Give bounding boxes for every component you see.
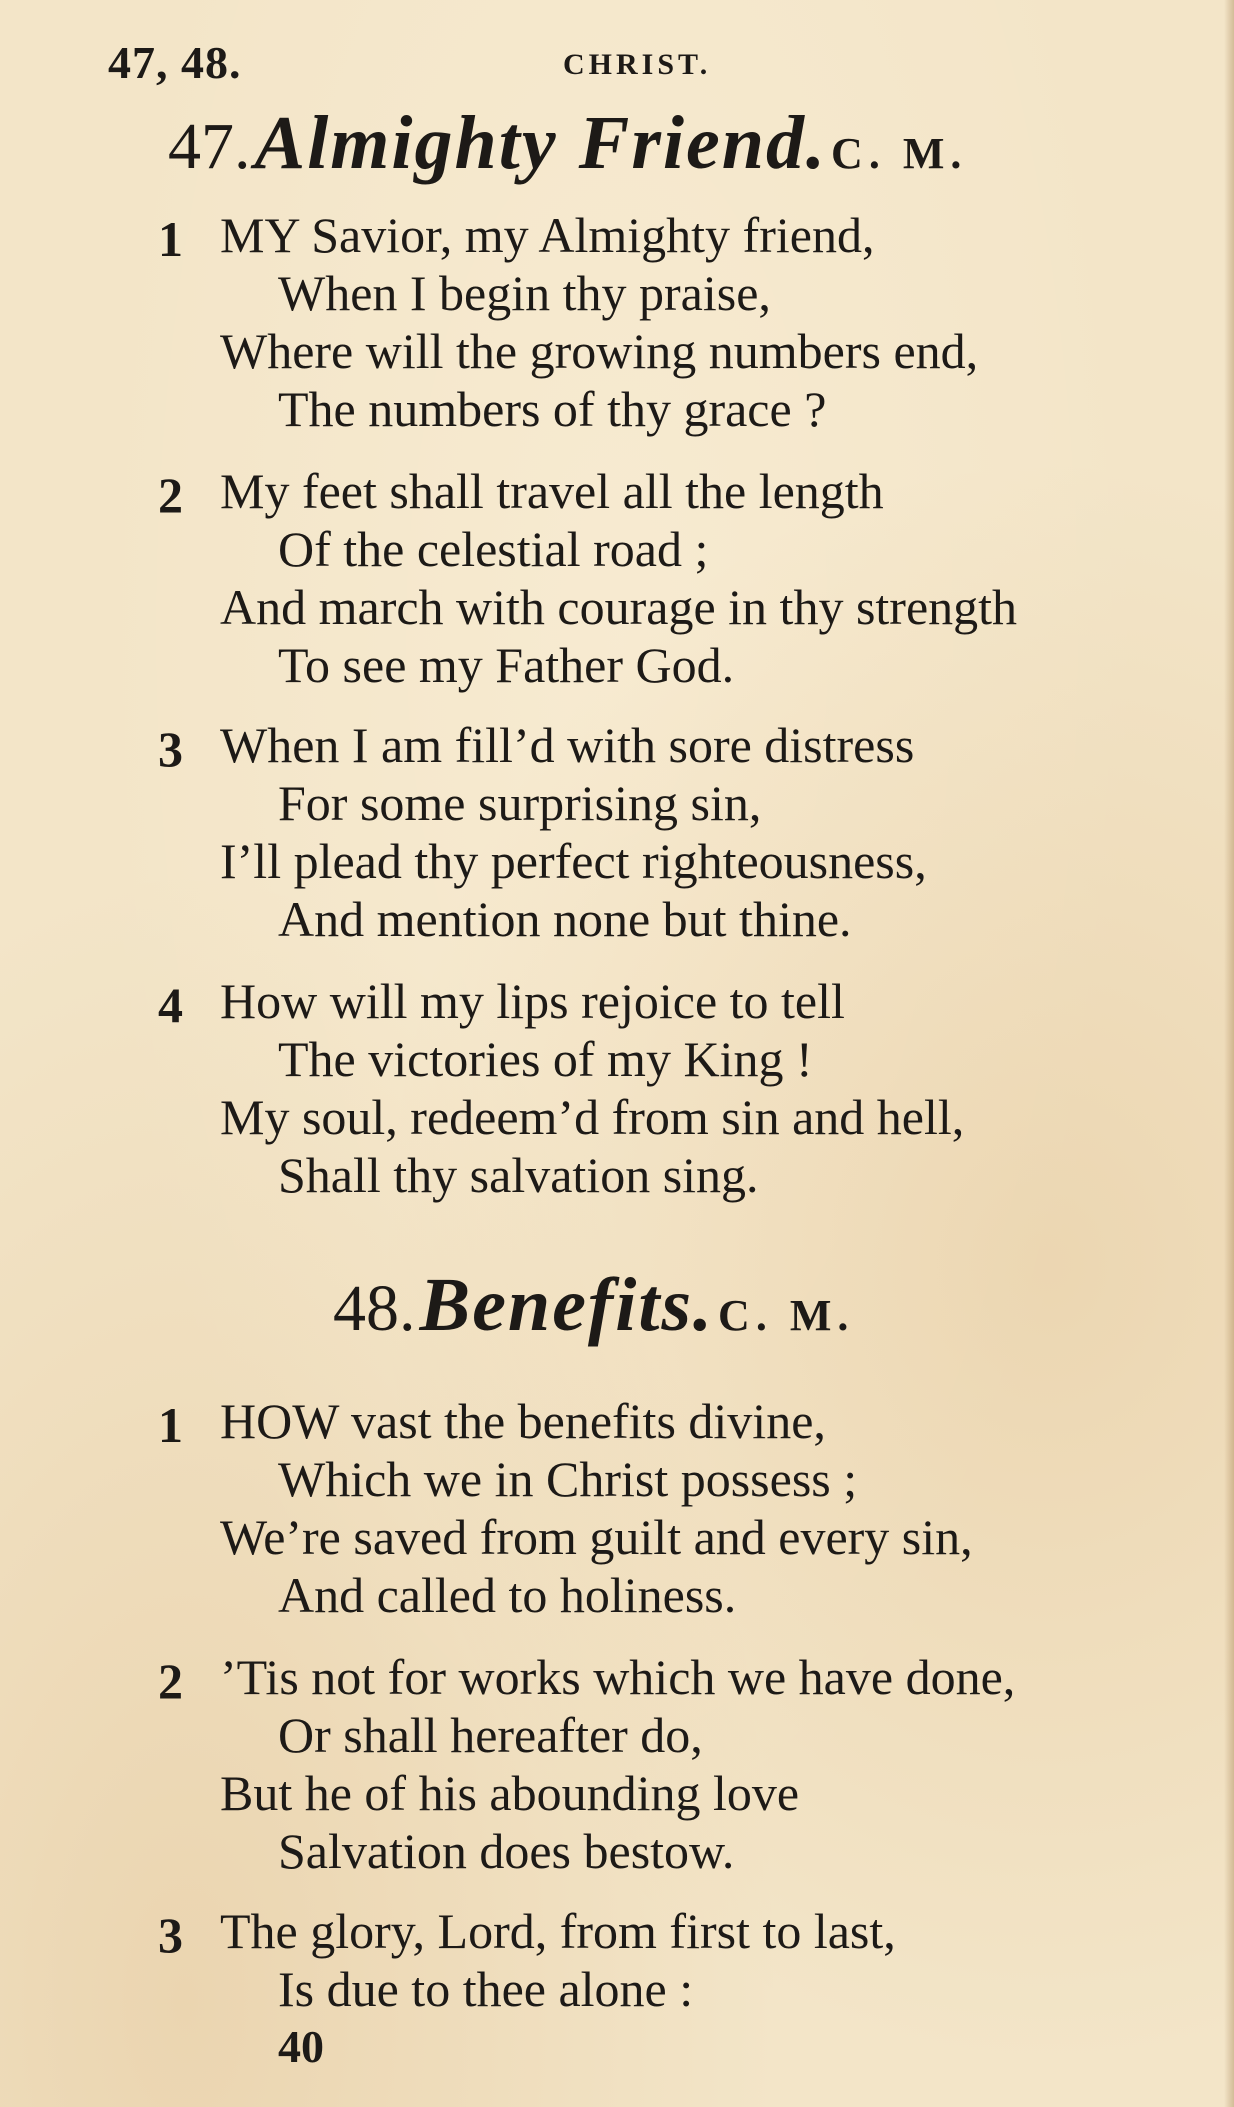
hymn-title-text: Benefits.	[419, 1263, 715, 1347]
stanza-line: Which we in Christ possess ;	[278, 1451, 858, 1507]
hymn-meter: C. M.	[831, 129, 968, 178]
stanza-line: The victories of my King !	[278, 1031, 813, 1087]
stanza-number: 3	[158, 721, 183, 777]
stanza-line: ’Tis not for works which we have done,	[220, 1649, 1016, 1705]
stanza-number: 2	[158, 1653, 183, 1709]
stanza-line: My soul, redeem’d from sin and hell,	[220, 1089, 965, 1145]
stanza-line: Of the celestial road ;	[278, 521, 709, 577]
page-number: 40	[278, 2021, 324, 2072]
stanza-number: 3	[158, 1907, 183, 1963]
stanza-line: For some surprising sin,	[278, 775, 762, 831]
stanza-line: How will my lips rejoice to tell	[220, 973, 845, 1029]
stanza-number: 1	[158, 1397, 183, 1453]
stanza-line: Salvation does bestow.	[278, 1823, 735, 1879]
running-head-section: CHRIST.	[563, 48, 712, 81]
stanza-line: HOW vast the benefits divine,	[220, 1393, 826, 1449]
stanza-line: The glory, Lord, from first to last,	[220, 1903, 896, 1959]
hymn-meter: C. M.	[718, 1291, 855, 1340]
hymn-title-text: Almighty Friend.	[254, 101, 828, 185]
hymn-number: 47.	[168, 110, 251, 183]
stanza-line: And march with courage in thy strength	[220, 579, 1018, 635]
stanza-line: I’ll plead thy perfect righteousness,	[220, 833, 927, 889]
stanza-line: But he of his abounding love	[220, 1765, 800, 1821]
stanza-number: 4	[158, 977, 183, 1033]
stanza-line: My feet shall travel all the length	[220, 463, 884, 519]
stanza-line: Shall thy salvation sing.	[278, 1147, 759, 1203]
running-head	[108, 36, 1108, 86]
stanza-number: 2	[158, 467, 183, 523]
stanza-line: When I begin thy praise,	[278, 265, 771, 321]
stanza-line: The numbers of thy grace ?	[278, 381, 827, 437]
stanza-line: And mention none but thine.	[278, 891, 852, 947]
stanza-line: And called to holiness.	[278, 1567, 737, 1623]
stanza-line: We’re saved from guilt and every sin,	[220, 1509, 973, 1565]
stanza-number: 1	[158, 211, 183, 267]
hymn-number: 48.	[333, 1272, 416, 1345]
stanza-line: MY Savior, my Almighty friend,	[220, 207, 875, 263]
stanza-line: To see my Father God.	[278, 637, 735, 693]
stanza-line: Or shall hereafter do,	[278, 1707, 703, 1763]
running-head-hymn-numbers: 47, 48.	[108, 37, 242, 88]
stanza-line: When I am fill’d with sore distress	[220, 717, 915, 773]
page-edge-shadow	[1224, 0, 1234, 2107]
hymn-47-title	[168, 100, 967, 187]
stanza-line: Where will the growing numbers end,	[220, 323, 979, 379]
hymn-48-title	[333, 1262, 854, 1349]
stanza-line: Is due to thee alone :	[278, 1961, 694, 2017]
